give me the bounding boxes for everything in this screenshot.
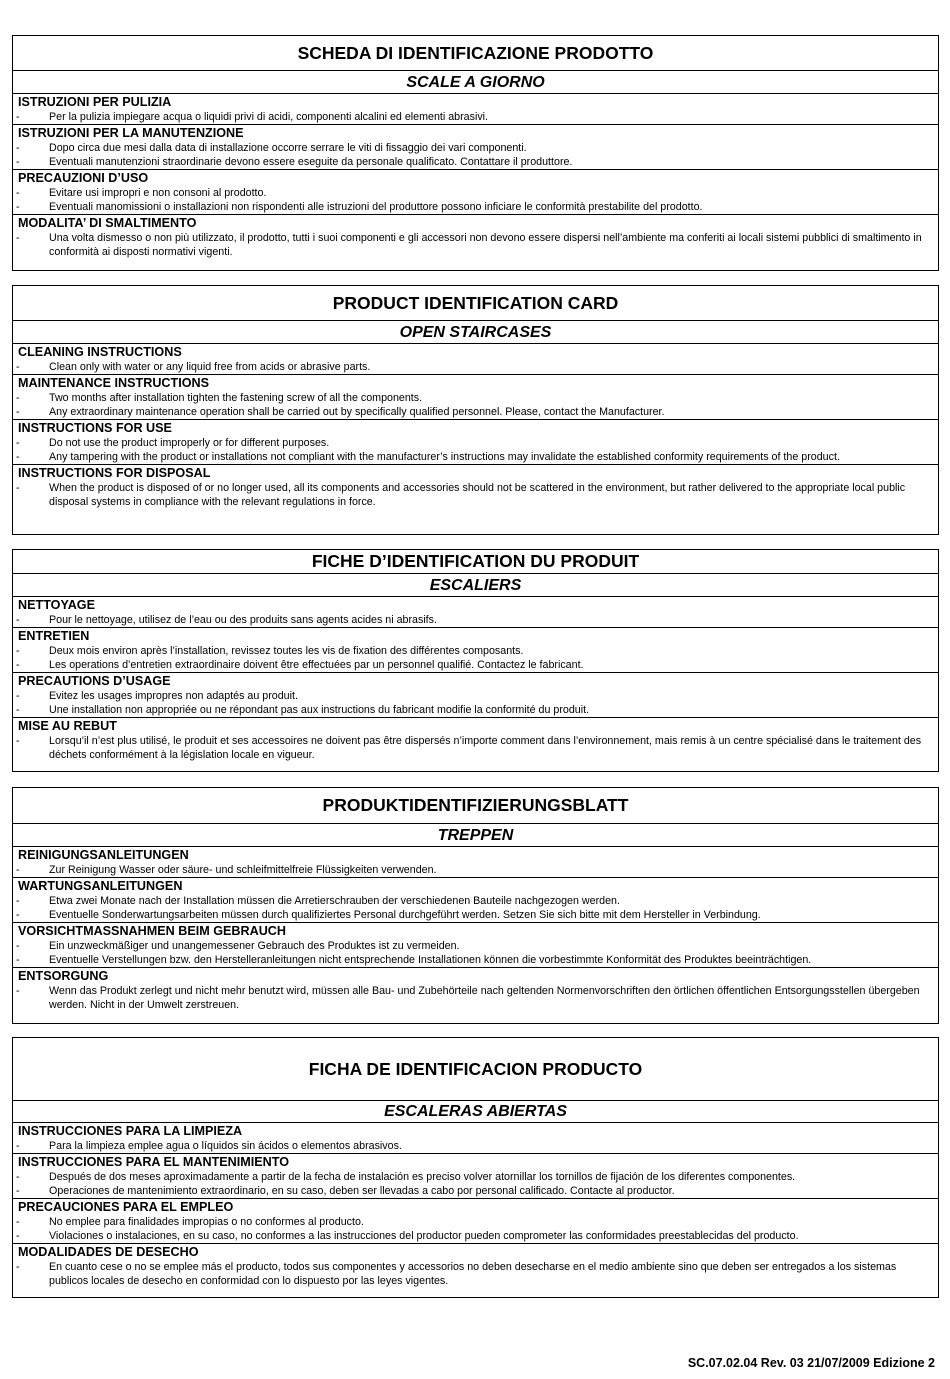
section-heading: PRECAUTIONS D’USAGE: [18, 674, 171, 688]
bullet-dash: -: [16, 201, 20, 213]
bullet-dash: -: [16, 1216, 20, 1228]
list-item: [13, 734, 938, 762]
list-item: [13, 1229, 938, 1243]
instruction-section: [13, 628, 938, 673]
bullet-dash: -: [16, 909, 20, 921]
list-item: [13, 481, 938, 509]
item-text: Dopo circa due mesi dalla data di installazione occorre serrare le viti di fissaggio dei vari componenti.: [49, 142, 527, 154]
bullet-dash: -: [16, 735, 20, 747]
section-heading: ISTRUZIONI PER PULIZIA: [18, 95, 172, 109]
card-subtitle: ESCALIERS: [13, 574, 938, 597]
bullet-dash: -: [16, 940, 20, 952]
list-item: [13, 110, 938, 124]
instruction-section: [13, 878, 938, 923]
list-item: [13, 658, 938, 672]
section-heading: ENTRETIEN: [18, 629, 90, 643]
bullet-dash: -: [16, 1261, 20, 1273]
list-item: [13, 703, 938, 717]
section-heading: ENTSORGUNG: [18, 969, 109, 983]
item-text: Eventuelle Verstellungen bzw. den Herstelleranleitungen nicht entsprechende Installationen können die vorbestimmte Konformität des Produktes beeinträchtigen.: [49, 954, 812, 966]
instruction-section: [13, 125, 938, 170]
item-text: Eventuali manomissioni o installazioni non rispondenti alle istruzioni del produttore possono inficiare le conformità prestabilite del prodotto.: [49, 201, 703, 213]
item-text: Eventuali manutenzioni straordinarie devono essere eseguite da personale qualificato. Contattare il produttore.: [49, 156, 573, 168]
section-heading: WARTUNGSANLEITUNGEN: [18, 879, 183, 893]
instruction-section: [13, 465, 938, 509]
item-text: Per la pulizia impiegare acqua o liquidi privi di acidi, componenti alcalini ed elementi abrasivi.: [49, 111, 489, 123]
item-text: Les operations d’entretien extraordinaire doivent être effectuées par un personnel qualifié. Contactez le fabricant.: [49, 659, 584, 671]
section-heading: ISTRUZIONI PER LA MANUTENZIONE: [18, 126, 244, 140]
card-subtitle: SCALE A GIORNO: [13, 71, 938, 94]
item-text: Ein unzweckmäßiger und unangemessener Gebrauch des Produktes ist zu vermeiden.: [49, 940, 460, 952]
bullet-dash: -: [16, 187, 20, 199]
instruction-section: [13, 673, 938, 718]
list-item: [13, 141, 938, 155]
list-item: [13, 613, 938, 627]
instruction-section: [13, 1199, 938, 1244]
bullet-dash: -: [16, 659, 20, 671]
section-heading: MODALIDADES DE DESECHO: [18, 1245, 199, 1259]
bullet-dash: -: [16, 1171, 20, 1183]
section-heading: VORSICHTMASSNAHMEN BEIM GEBRAUCH: [18, 924, 286, 938]
bullet-dash: -: [16, 645, 20, 657]
list-item: [13, 689, 938, 703]
bullet-dash: -: [16, 690, 20, 702]
bullet-dash: -: [16, 1185, 20, 1197]
card-subtitle: TREPPEN: [13, 824, 938, 847]
identification-card: [12, 285, 939, 535]
list-item: [13, 1170, 938, 1184]
card-title: FICHA DE IDENTIFICACION PRODUCTO: [13, 1038, 938, 1101]
section-heading: PRECAUCIONES PARA EL EMPLEO: [18, 1200, 234, 1214]
bullet-dash: -: [16, 406, 20, 418]
card-title: PRODUKTIDENTIFIZIERUNGSBLATT: [13, 788, 938, 824]
list-item: [13, 863, 938, 877]
item-text: Zur Reinigung Wasser oder säure- und schleifmittelfreie Flüssigkeiten verwenden.: [49, 864, 437, 876]
instruction-section: [13, 170, 938, 215]
bullet-dash: -: [16, 614, 20, 626]
section-heading: MISE AU REBUT: [18, 719, 117, 733]
list-item: [13, 436, 938, 450]
bullet-dash: -: [16, 392, 20, 404]
section-heading: NETTOYAGE: [18, 598, 95, 612]
bullet-dash: -: [16, 451, 20, 463]
card-title: FICHE D’IDENTIFICATION DU PRODUIT: [13, 550, 938, 574]
bullet-dash: -: [16, 482, 20, 494]
item-text: Etwa zwei Monate nach der Installation müssen die Arretierschrauben der verschiedenen Bauteile nachgezogen werden.: [49, 895, 620, 907]
instruction-section: [13, 597, 938, 628]
item-text: No emplee para finalidades impropias o no conformes al producto.: [49, 1216, 364, 1228]
item-text: Do not use the product improperly or for different purposes.: [49, 437, 330, 449]
item-text: Clean only with water or any liquid free from acids or abrasive parts.: [49, 361, 371, 373]
bullet-dash: -: [16, 156, 20, 168]
instruction-section: [13, 375, 938, 420]
section-heading: INSTRUCTIONS FOR DISPOSAL: [18, 466, 211, 480]
instruction-section: [13, 968, 938, 1012]
bullet-dash: -: [16, 437, 20, 449]
item-text: Lorsqu’il n’est plus utilisé, le produit et ses accessoires ne doivent pas être dispersés n’importe comment dans l’environnement, mais remis à un centre spécialisé dans le traitement des déchets conformément à la législation locale en vigueur.: [49, 735, 922, 761]
item-text: Violaciones o instalaciones, en su caso, no conformes a las instrucciones del productor pueden comprometer las conformidades preestablecidas del producto.: [49, 1230, 799, 1242]
list-item: [13, 894, 938, 908]
bullet-dash: -: [16, 985, 20, 997]
item-text: Para la limpieza emplee agua o líquidos sin ácidos o elementos abrasivos.: [49, 1140, 402, 1152]
list-item: [13, 450, 938, 464]
section-heading: INSTRUCTIONS FOR USE: [18, 421, 172, 435]
bullet-dash: -: [16, 895, 20, 907]
identification-card: [12, 1037, 939, 1298]
list-item: [13, 231, 938, 259]
identification-card: [12, 787, 939, 1024]
section-heading: PRECAUZIONI D’USO: [18, 171, 149, 185]
list-item: [13, 908, 938, 922]
card-subtitle: ESCALERAS ABIERTAS: [13, 1101, 938, 1123]
instruction-section: [13, 344, 938, 375]
instruction-section: [13, 1154, 938, 1199]
list-item: [13, 155, 938, 169]
bullet-dash: -: [16, 864, 20, 876]
bullet-dash: -: [16, 111, 20, 123]
item-text: Any tampering with the product or installations not compliant with the manufacturer’s instructions may invalidate the established conformity requirements of the product.: [49, 451, 840, 463]
bullet-dash: -: [16, 361, 20, 373]
item-text: Operaciones de mantenimiento extraordinario, en su caso, deben ser llevadas a cabo por personal calificado. Contacte al productor.: [49, 1185, 675, 1197]
identification-card: [12, 549, 939, 772]
list-item: [13, 186, 938, 200]
item-text: En cuanto cese o no se emplee más el producto, todos sus componentes y accessorios no deben desecharse en el medio ambiente sino que deben ser entregados a los sistemas publicos locales de desecho en conformidad con lo dispuesto por las leyes vigentes.: [49, 1261, 897, 1287]
card-title: SCHEDA DI IDENTIFICAZIONE PRODOTTO: [13, 36, 938, 71]
instruction-section: [13, 420, 938, 465]
instruction-section: [13, 847, 938, 878]
section-heading: REINIGUNGSANLEITUNGEN: [18, 848, 189, 862]
document-reference: SC.07.02.04 Rev. 03 21/07/2009 Edizione 2: [687, 1356, 935, 1370]
instruction-section: [13, 1123, 938, 1154]
section-heading: INSTRUCCIONES PARA LA LIMPIEZA: [18, 1124, 243, 1138]
item-text: Evitez les usages impropres non adaptés au produit.: [49, 690, 298, 702]
item-text: Two months after installation tighten the fastening screw of all the components.: [49, 392, 423, 404]
bullet-dash: -: [16, 232, 20, 244]
list-item: [13, 391, 938, 405]
list-item: [13, 1184, 938, 1198]
list-item: [13, 984, 938, 1012]
bullet-dash: -: [16, 1230, 20, 1242]
list-item: [13, 405, 938, 419]
instruction-section: [13, 215, 938, 259]
item-text: Después de dos meses aproximadamente a partir de la fecha de instalación es preciso volver atornillar los tornillos de fijación de los diferentes componentes.: [49, 1171, 796, 1183]
list-item: [13, 644, 938, 658]
bullet-dash: -: [16, 1140, 20, 1152]
list-item: [13, 953, 938, 967]
bullet-dash: -: [16, 954, 20, 966]
item-text: Wenn das Produkt zerlegt und nicht mehr benutzt wird, müssen alle Bau- und Zubehörteile nach geltenden Normenvorschriften den örtlichen öffentlichen Entsorgungsstellen übergeben werden. Nicht in der Umwelt zerstreuen.: [49, 985, 920, 1011]
section-heading: MODALITA’ DI SMALTIMENTO: [18, 216, 197, 230]
list-item: [13, 939, 938, 953]
item-text: Any extraordinary maintenance operation shall be carried out by specifically qualified personnel. Please, contact the Manufacturer.: [49, 406, 665, 418]
instruction-section: [13, 94, 938, 125]
section-heading: CLEANING INSTRUCTIONS: [18, 345, 182, 359]
list-item: [13, 1215, 938, 1229]
item-text: Pour le nettoyage, utilisez de l’eau ou des produits sans agents acides ni abrasifs.: [49, 614, 437, 626]
card-subtitle: OPEN STAIRCASES: [13, 321, 938, 344]
card-title: PRODUCT IDENTIFICATION CARD: [13, 286, 938, 321]
identification-card: [12, 35, 939, 271]
instruction-section: [13, 923, 938, 968]
instruction-section: [13, 1244, 938, 1288]
list-item: [13, 200, 938, 214]
item-text: Una volta dismesso o non più utilizzato, il prodotto, tutti i suoi componenti e gli accessori non devono essere dispersi nell’ambiente ma conferiti ai locali sistemi pubblici di smaltimento in conformità ai disposti normativi vigenti.: [49, 232, 922, 258]
section-heading: INSTRUCCIONES PARA EL MANTENIMIENTO: [18, 1155, 290, 1169]
list-item: [13, 1260, 938, 1288]
item-text: Deux mois environ après l’installation, revissez toutes les vis de fixation des différentes composants.: [49, 645, 524, 657]
item-text: Evitare usi impropri e non consoni al prodotto.: [49, 187, 267, 199]
section-heading: MAINTENANCE INSTRUCTIONS: [18, 376, 210, 390]
list-item: [13, 360, 938, 374]
item-text: Une installation non appropriée ou ne répondant pas aux instructions du fabricant modifie la conformité du produit.: [49, 704, 590, 716]
bullet-dash: -: [16, 142, 20, 154]
bullet-dash: -: [16, 704, 20, 716]
list-item: [13, 1139, 938, 1153]
item-text: Eventuelle Sonderwartungsarbeiten müssen durch qualifiziertes Personal durchgeführt werden. Setzen Sie sich bitte mit dem Hersteller in Verbindung.: [49, 909, 761, 921]
item-text: When the product is disposed of or no longer used, all its components and accessories should not be scattered in the environment, but rather delivered to the appropriate local public disposal systems in compliance with the relevant regulations in force.: [49, 482, 906, 508]
instruction-section: [13, 718, 938, 762]
